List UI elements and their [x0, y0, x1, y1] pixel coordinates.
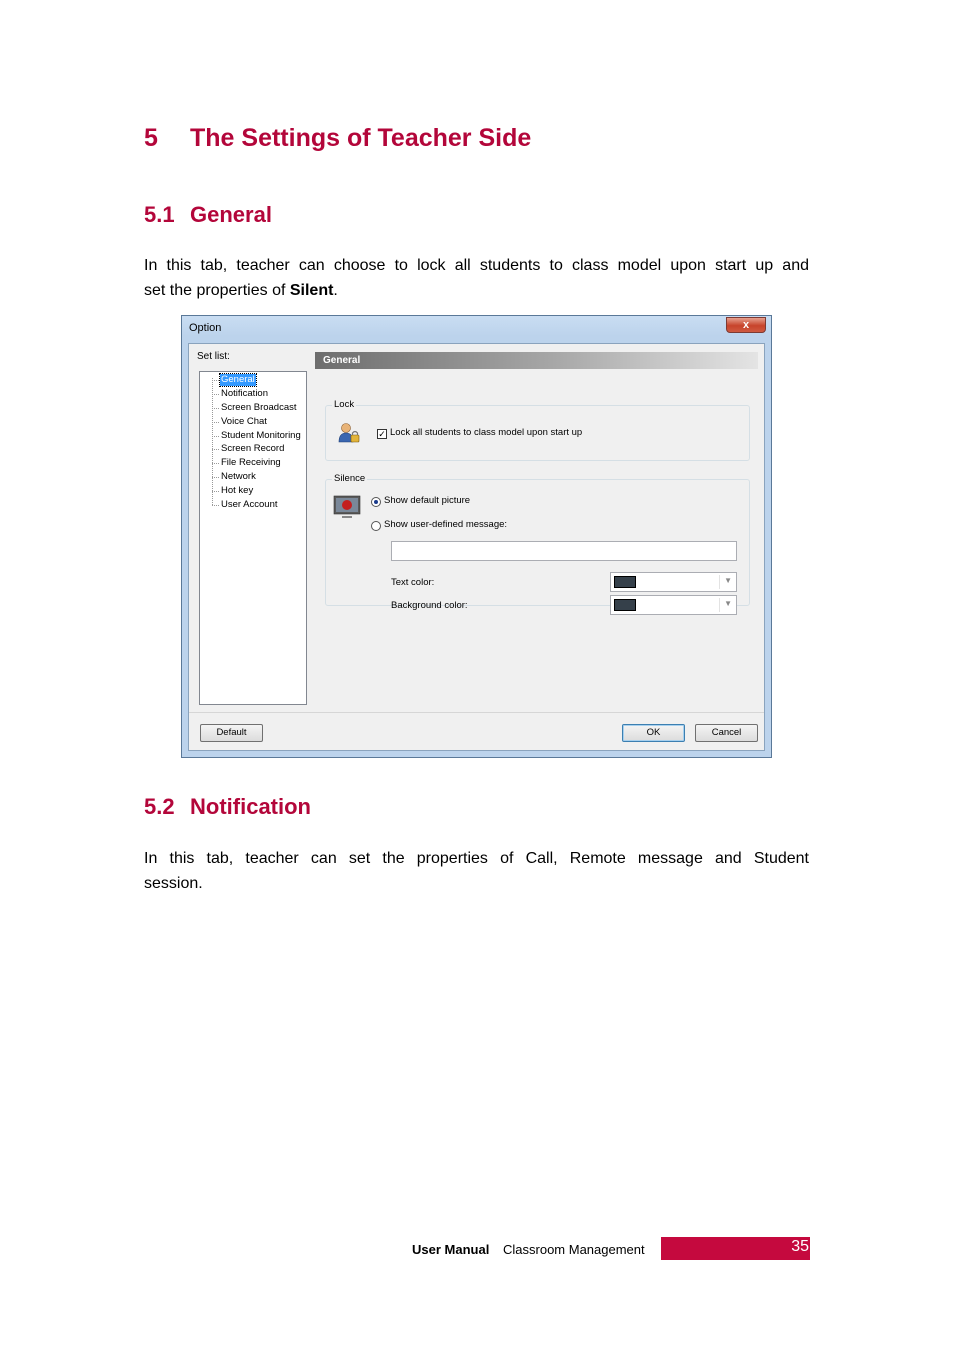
section-number: 5.2 [144, 794, 175, 819]
section-title: General [190, 202, 272, 227]
silence-group-title: Silence [334, 473, 366, 484]
paragraph-bold: Silent [289, 282, 334, 299]
tree-connector [212, 378, 213, 505]
tree-item-voice-chat[interactable]: Voice Chat [221, 416, 267, 427]
section-heading-general [144, 202, 272, 228]
footer-manual-label: User Manual [412, 1242, 490, 1257]
combo-separator [719, 575, 720, 589]
silence-group [325, 473, 750, 611]
chapter-number: 5 [144, 124, 158, 152]
text-color-swatch [614, 576, 636, 588]
combo-separator [719, 598, 720, 612]
tree-item-screen-record[interactable]: Screen Record [221, 443, 285, 454]
show-user-message-label: Show user-defined message: [384, 519, 508, 530]
dialog-titlebar [182, 316, 771, 342]
tree-item-screen-broadcast[interactable]: Screen Broadcast [221, 402, 297, 413]
set-list-label: Set list: [197, 351, 230, 362]
settings-tree[interactable] [199, 371, 307, 705]
dialog-title: Option [189, 322, 222, 334]
chevron-down-icon: ▼ [724, 599, 732, 608]
general-paragraph [144, 253, 809, 303]
monitor-icon [333, 495, 361, 521]
paragraph-line: set the properties of [144, 282, 290, 299]
user-lock-icon [337, 422, 361, 444]
paragraph-line: In this tab, teacher can set the properties of Call, Remote message and Student [144, 850, 809, 867]
lock-checkbox[interactable]: ✓ [378, 429, 386, 439]
tree-item-general[interactable]: General [221, 374, 255, 385]
dialog-client-area [188, 343, 765, 751]
section-heading-notification [144, 794, 311, 820]
footer-document-title: Classroom Management [503, 1242, 645, 1257]
chapter-heading [144, 124, 531, 153]
close-icon: x [742, 319, 750, 331]
show-user-message-radio[interactable] [371, 521, 381, 531]
background-color-label: Background color: [391, 600, 468, 611]
background-color-swatch [614, 599, 636, 611]
dialog-divider [189, 712, 764, 713]
background-color-combo[interactable] [610, 595, 737, 615]
show-default-picture-radio[interactable] [371, 497, 381, 507]
chapter-title: The Settings of Teacher Side [190, 124, 532, 152]
section-title: Notification [190, 794, 311, 819]
cancel-button[interactable]: Cancel [695, 724, 758, 742]
chevron-down-icon: ▼ [724, 576, 732, 585]
paragraph-line: In this tab, teacher can choose to lock all students to class model upon start up and [144, 257, 809, 274]
close-button[interactable] [726, 317, 766, 333]
paragraph-suffix: . [333, 282, 338, 299]
notification-paragraph [144, 846, 809, 896]
lock-group-title: Lock [334, 399, 355, 410]
ok-button[interactable]: OK [622, 724, 685, 742]
page-number: 35 [791, 1238, 809, 1255]
tree-item-user-account[interactable]: User Account [221, 499, 278, 510]
lock-checkbox-label: Lock all students to class model upon start up [390, 427, 583, 438]
option-dialog [181, 315, 772, 758]
footer-page-bar [661, 1237, 810, 1260]
panel-header: General [315, 352, 758, 369]
section-number: 5.1 [144, 202, 175, 227]
tree-item-hot-key[interactable]: Hot key [221, 485, 254, 496]
show-default-picture-label: Show default picture [384, 495, 471, 506]
default-button[interactable]: Default [200, 724, 263, 742]
text-color-label: Text color: [391, 577, 435, 588]
tree-item-student-monitoring[interactable]: Student Monitoring [221, 430, 301, 441]
tree-item-notification[interactable]: Notification [221, 388, 268, 399]
user-message-input[interactable] [391, 541, 737, 561]
tree-item-network[interactable]: Network [221, 471, 256, 482]
text-color-combo[interactable] [610, 572, 737, 592]
paragraph-line: session. [144, 875, 203, 892]
lock-group [325, 399, 750, 461]
tree-item-file-receiving[interactable]: File Receiving [221, 457, 281, 468]
